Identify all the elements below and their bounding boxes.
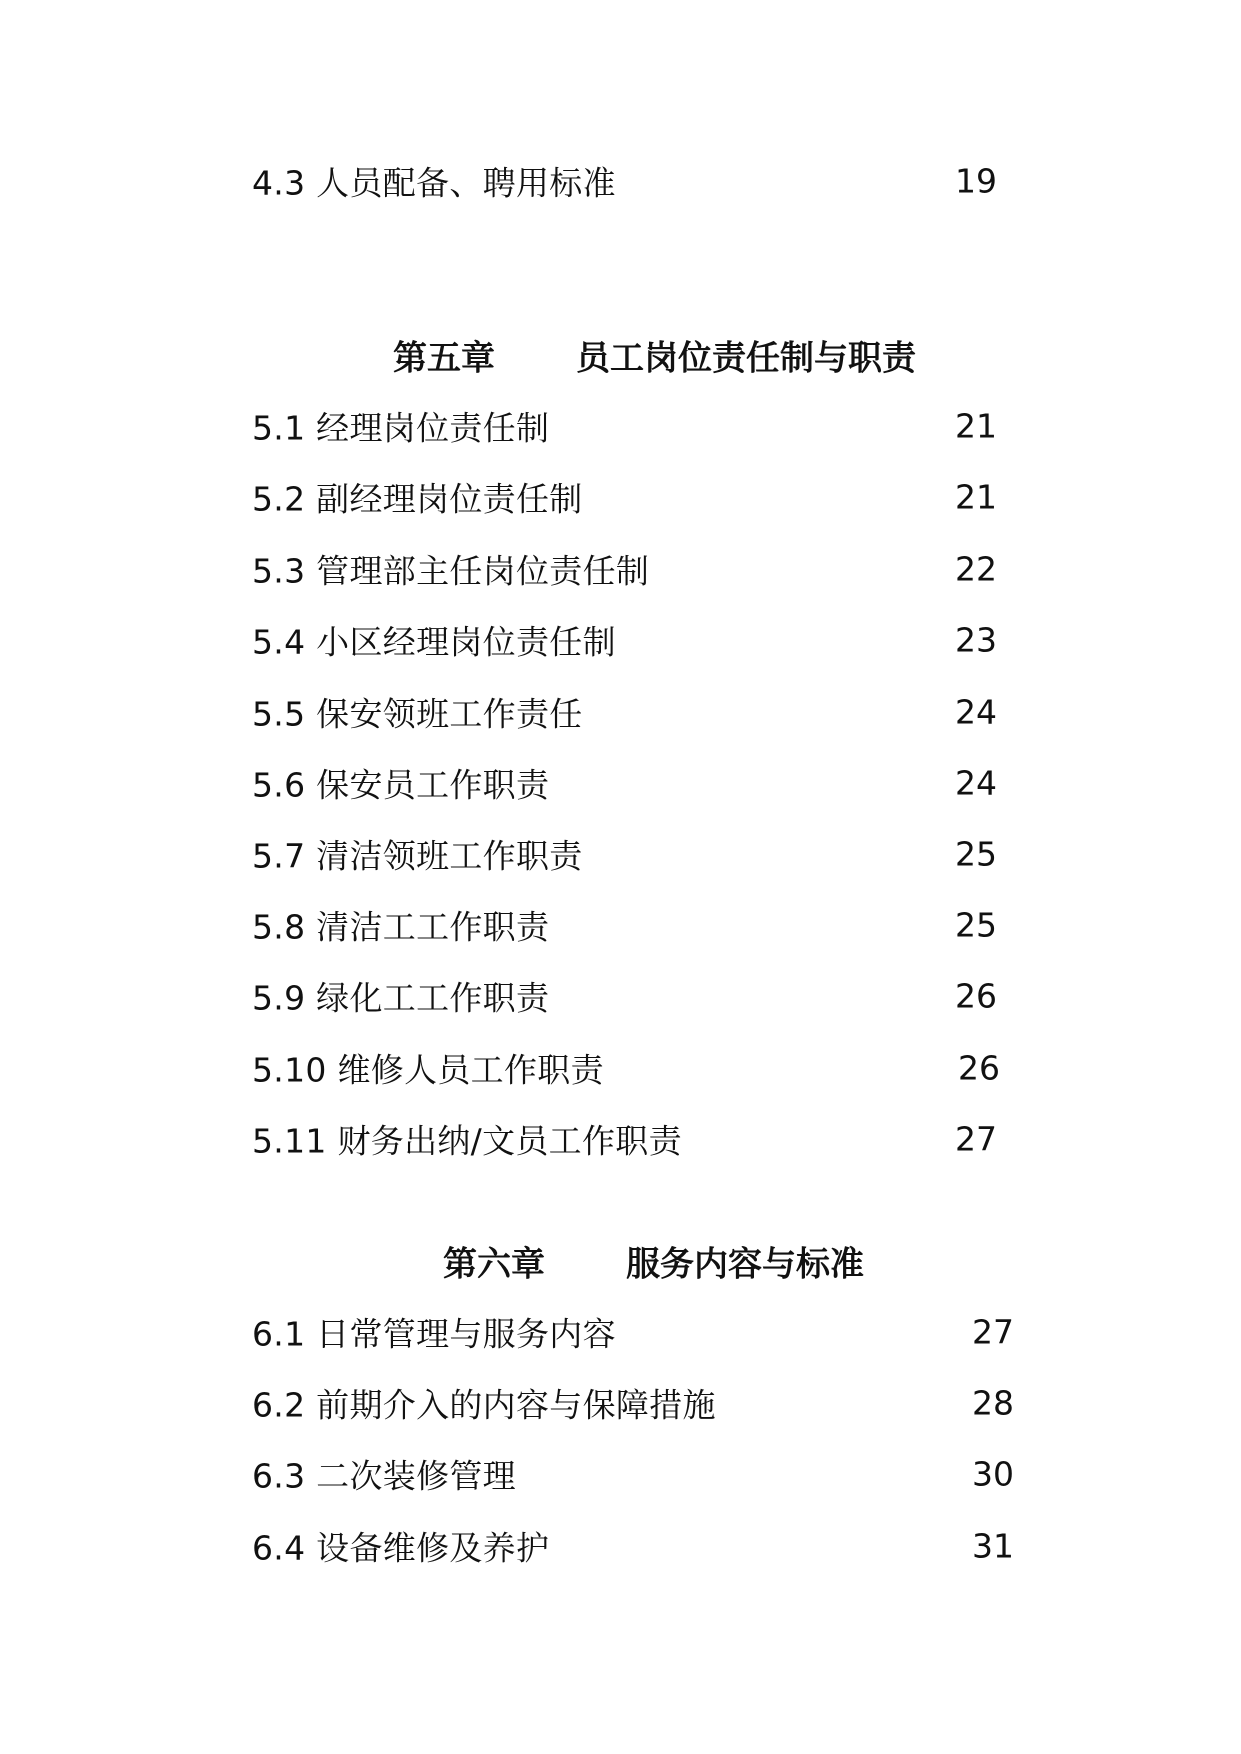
entry-page-number: 31 [972, 1526, 1014, 1566]
entry-title: 5.1 经理岗位责任制 [252, 408, 550, 448]
entry-title: 5.7 清洁领班工作职责 [252, 836, 583, 876]
entry-page-number: 26 [958, 1048, 1000, 1088]
entry-title: 6.2 前期介入的内容与保障措施 [252, 1385, 716, 1425]
entry-title: 5.11 财务出纳/文员工作职责 [252, 1121, 682, 1161]
toc-entry [0, 1444, 1241, 1504]
toc-entry [0, 1373, 1241, 1433]
entry-title: 5.3 管理部主任岗位责任制 [252, 551, 650, 591]
entry-page-number: 24 [955, 692, 997, 732]
entry-title: 6.4 设备维修及养护 [252, 1528, 550, 1568]
toc-entry [0, 966, 1241, 1026]
toc-entry [0, 396, 1241, 456]
toc-entry [0, 1109, 1241, 1169]
entry-page-number: 27 [955, 1119, 997, 1159]
toc-entry [0, 1516, 1241, 1576]
entry-page-number: 27 [972, 1312, 1014, 1352]
toc-entry [0, 1038, 1241, 1098]
entry-title: 5.6 保安员工作职责 [252, 765, 550, 805]
entry-page-number: 25 [955, 834, 997, 874]
entry-title: 6.1 日常管理与服务内容 [252, 1314, 616, 1354]
chapter-title: 服务内容与标准 [626, 1244, 864, 1285]
entry-title: 5.4 小区经理岗位责任制 [252, 622, 616, 662]
chapter-heading [0, 325, 1241, 385]
toc-entry [0, 824, 1241, 884]
toc-entry [0, 753, 1241, 813]
entry-page-number: 22 [955, 549, 997, 589]
chapter-label: 第六章 [443, 1244, 545, 1285]
entry-title: 5.2 副经理岗位责任制 [252, 479, 583, 519]
toc-entry [0, 539, 1241, 599]
entry-page-number: 30 [972, 1454, 1014, 1494]
entry-title: 5.5 保安领班工作责任 [252, 694, 583, 734]
toc-entry [0, 467, 1241, 527]
toc-entry [0, 151, 1241, 211]
entry-page-number: 25 [955, 905, 997, 945]
chapter-heading [0, 1231, 1241, 1291]
entry-title: 5.10 维修人员工作职责 [252, 1050, 604, 1090]
entry-title: 6.3 二次装修管理 [252, 1456, 516, 1496]
entry-page-number: 26 [955, 976, 997, 1016]
toc-entry [0, 682, 1241, 742]
entry-page-number: 23 [955, 620, 997, 660]
toc-entry [0, 1302, 1241, 1362]
chapter-title: 员工岗位责任制与职责 [576, 338, 916, 379]
entry-page-number: 19 [955, 161, 997, 201]
chapter-label: 第五章 [393, 338, 495, 379]
entry-page-number: 28 [972, 1383, 1014, 1423]
entry-title: 4.3 人员配备、聘用标准 [252, 163, 616, 203]
toc-entry [0, 895, 1241, 955]
entry-title: 5.8 清洁工工作职责 [252, 907, 550, 947]
toc-entry [0, 610, 1241, 670]
entry-title: 5.9 绿化工工作职责 [252, 978, 550, 1018]
entry-page-number: 21 [955, 406, 997, 446]
entry-page-number: 24 [955, 763, 997, 803]
entry-page-number: 21 [955, 477, 997, 517]
